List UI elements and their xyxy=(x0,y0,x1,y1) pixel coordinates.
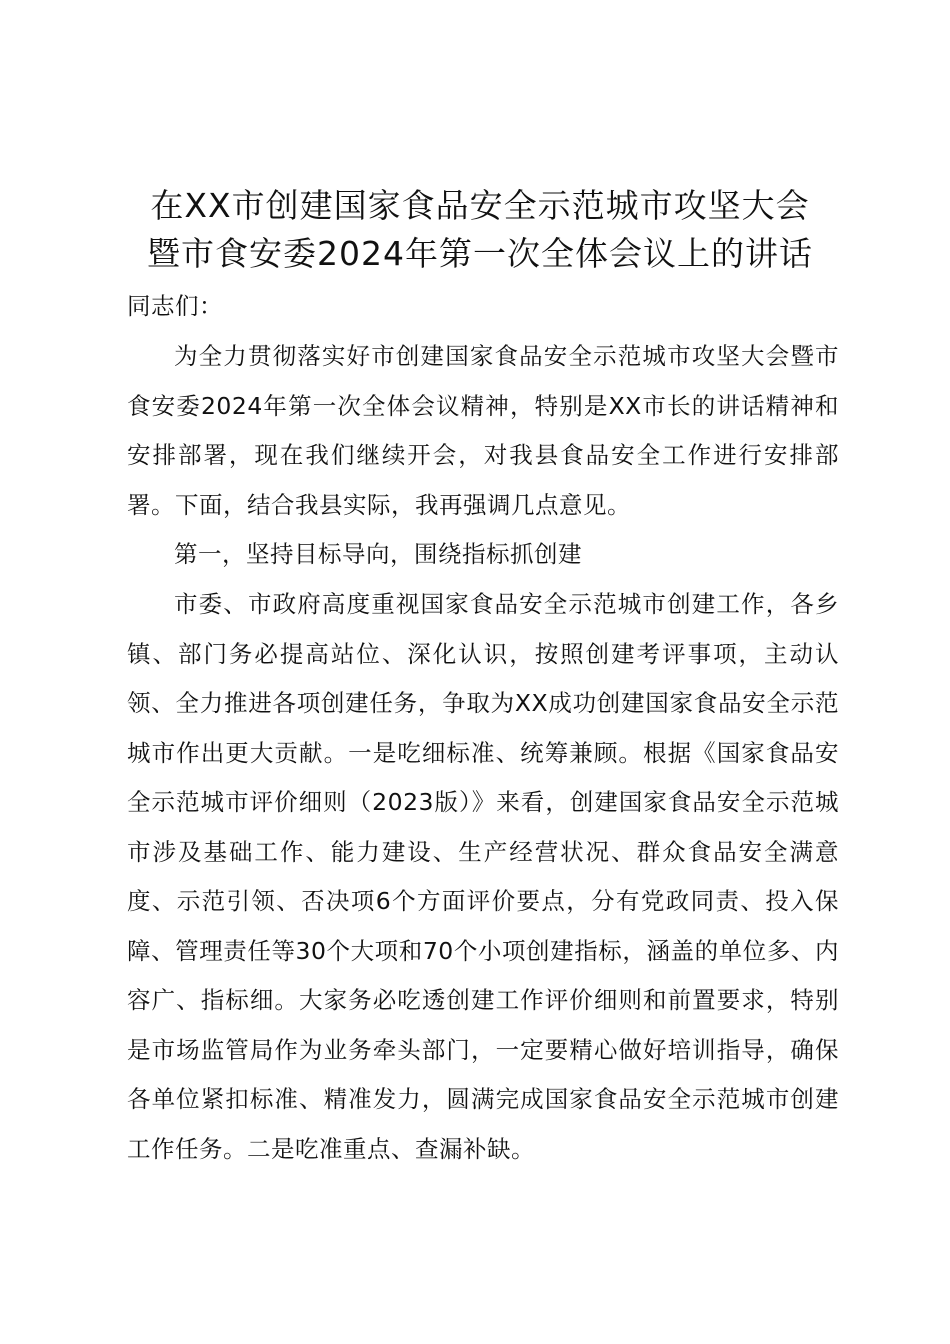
title-line-2: 暨市食安委2024年第一次全体会议上的讲话 xyxy=(147,234,813,273)
paragraph-intro: 为全力贯彻落实好市创建国家食品安全示范城市攻坚大会暨市食安委2024年第一次全体会议精神，特别是XX市长的讲话精神和安排部署，现在我们继续开会，对我县食品安全工作进行安排部署。下面，结合我县实际，我再强调几点意见。 xyxy=(127,342,839,519)
salutation: 同志们： xyxy=(127,292,223,320)
section-heading-first: 第一，坚持目标导向，围绕指标抓创建 xyxy=(174,540,582,568)
paragraph-first-section: 市委、市政府高度重视国家食品安全示范城市创建工作，各乡镇、部门务必提高站位、深化认识，按照创建考评事项，主动认领、全力推进各项创建任务，争取为XX成功创建国家食品安全示范城市作出更大贡献。一是吃细标准、统筹兼顾。根据《国家食品安全示范城市评价细则（2023版）》来看，创建国家食品安全示范城市涉及基础工作、能力建设、生产经营状况、群众食品安全满意度、示范引领、否决项6个方面评价要点，分有党政同责、投入保障、管理责任等30个大项和70个小项创建指标，涵盖的单位多、内容广、指标细。大家务必吃透创建工作评价细则和前置要求，特别是市场监管局作为业务牵头部门，一定要精心做好培训指导，确保各单位紧扣标准、精准发力，圆满完成国家食品安全示范城市创建工作任务。二是吃准重点、查漏补缺。 xyxy=(127,590,839,1163)
document-title xyxy=(110,182,850,278)
title-line-1: 在XX市创建国家食品安全示范城市攻坚大会 xyxy=(150,186,810,225)
